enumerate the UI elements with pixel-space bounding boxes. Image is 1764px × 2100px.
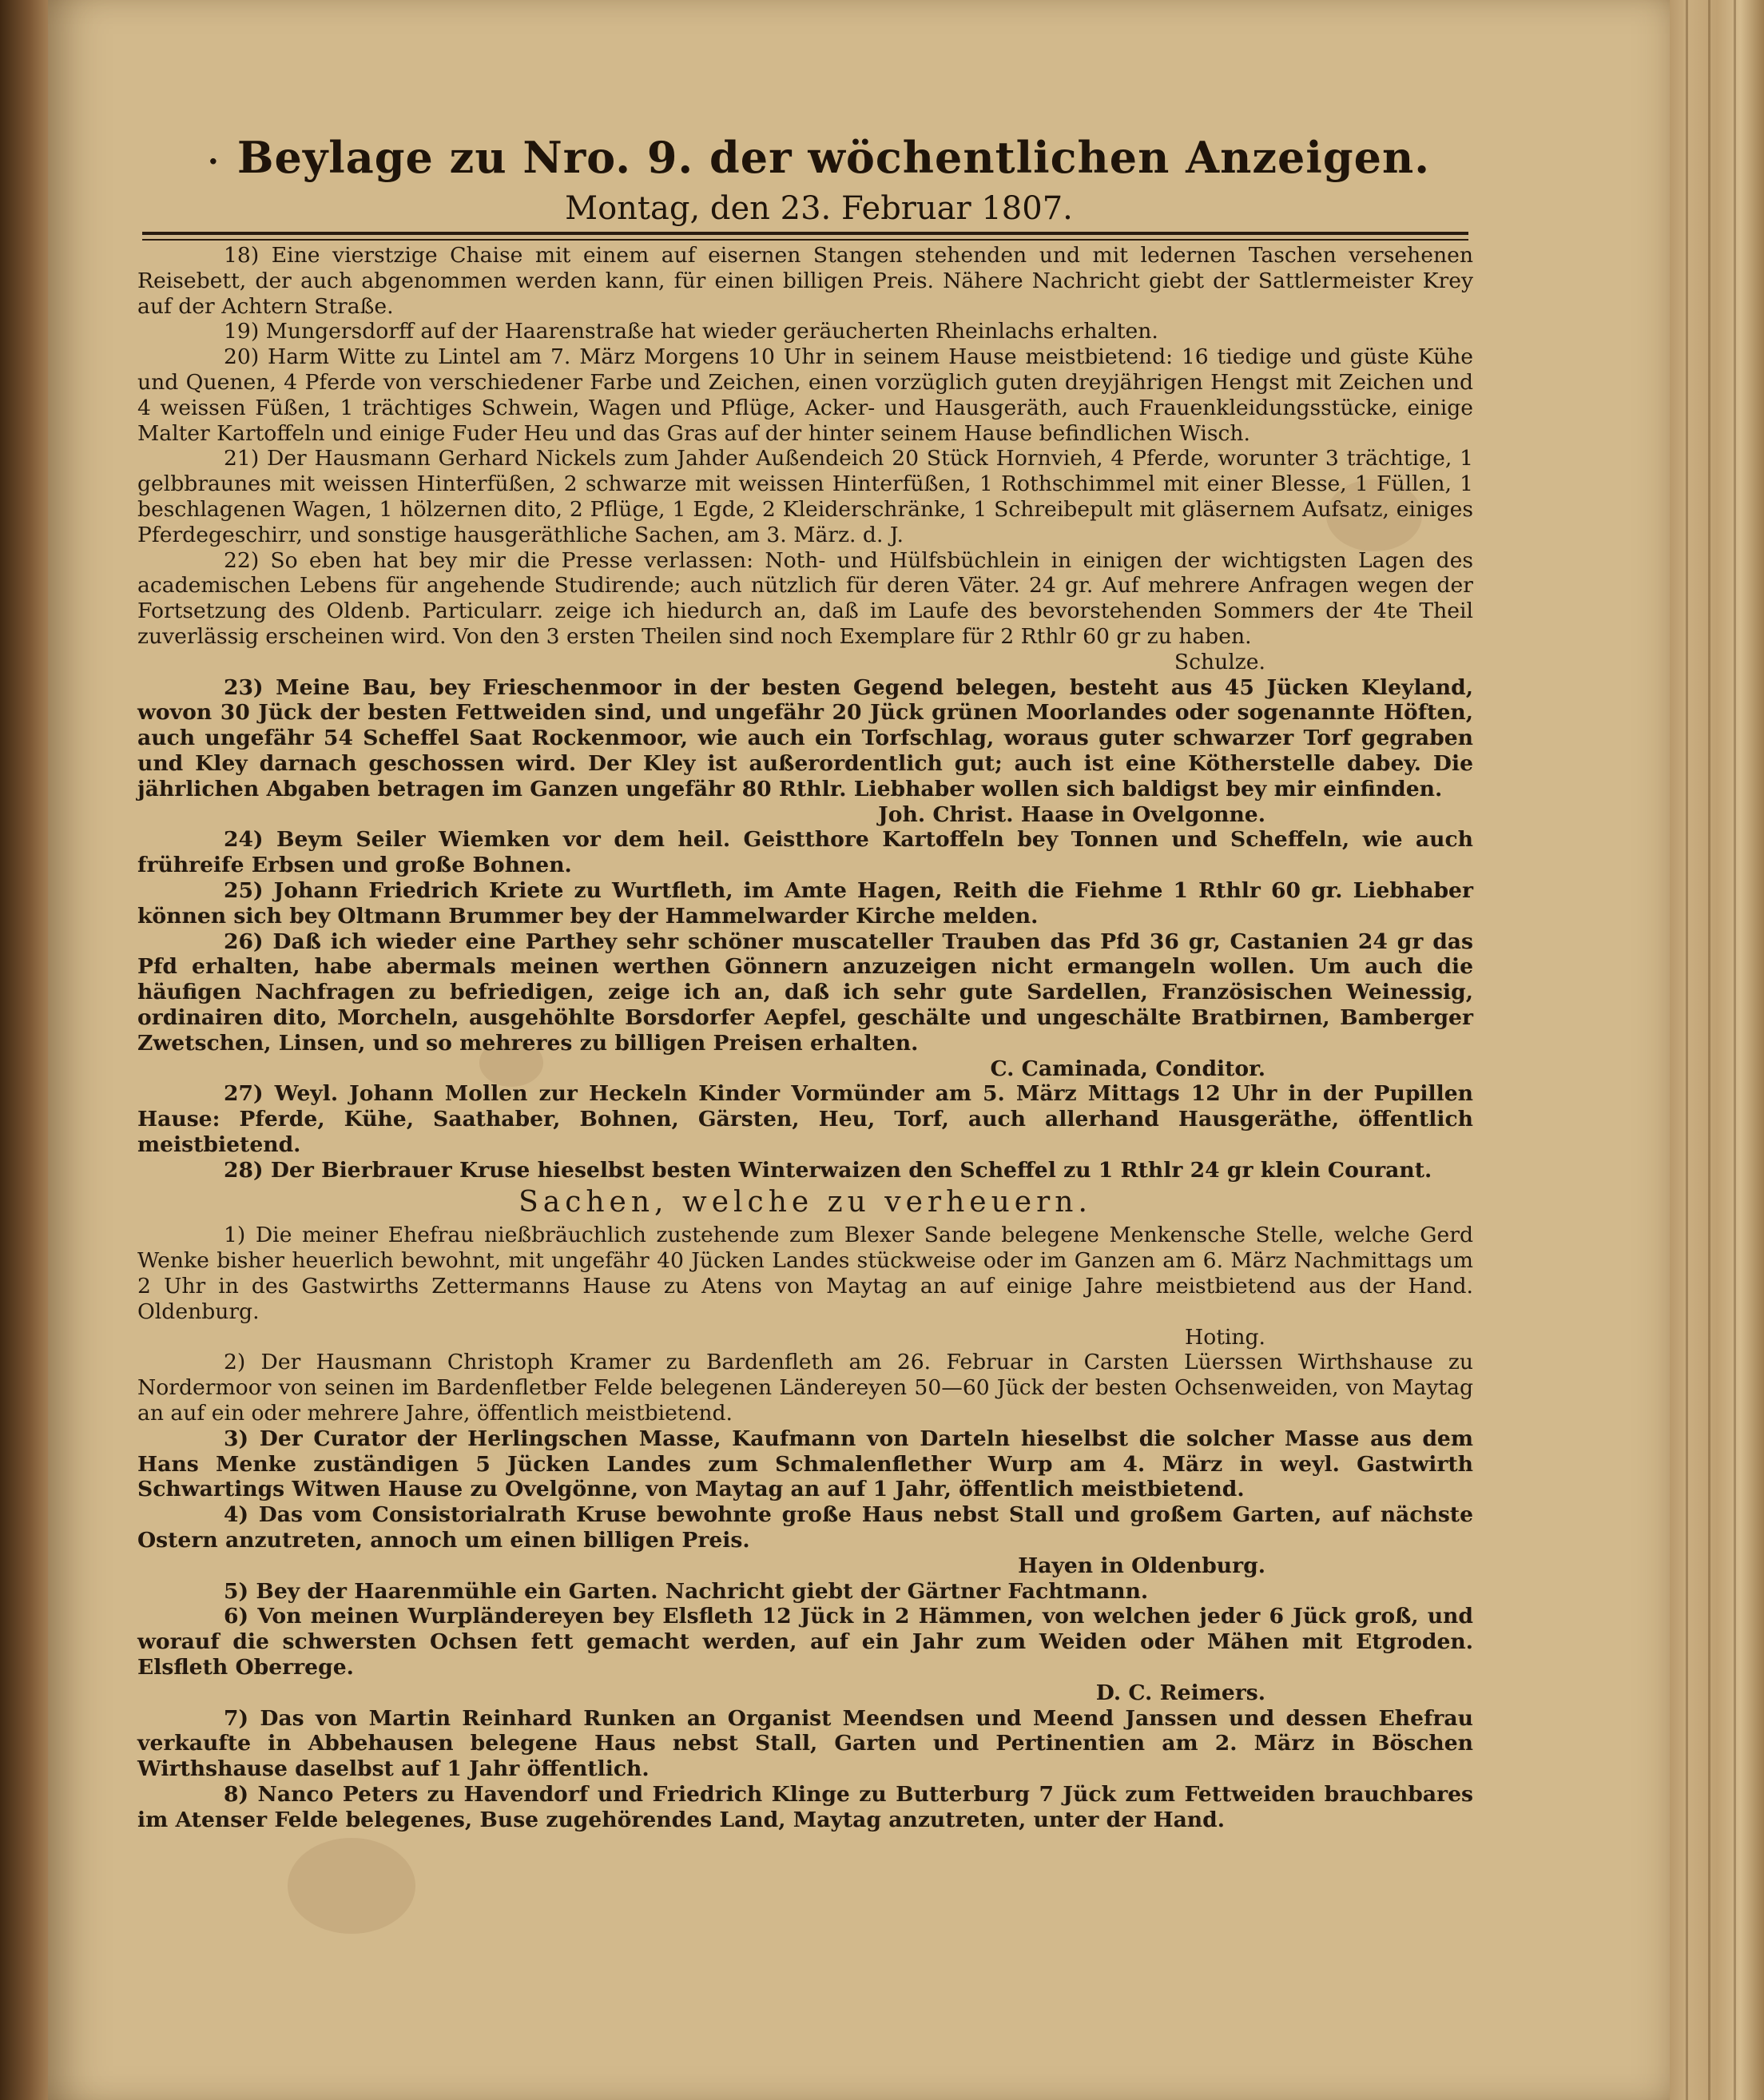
- sale-notice-text: 25) Johann Friedrich Kriete zu Wurtfleth, im Amte Hagen, Reith die Fiehme 1 Rthlr 60 gr. Liebhaber können sich bey Oltmann Brummer bey der Hammelwarder Kirche melden.: [137, 877, 1473, 929]
- rent-notice: [137, 1706, 1473, 1782]
- rent-notice-signature: D. C. Reimers.: [1095, 1680, 1265, 1705]
- sale-notice: [137, 929, 1473, 1082]
- header-rule-thin: [142, 239, 1468, 241]
- rent-notice-text: 6) Von meinen Wurpländereyen bey Elsfleth 12 Jück in 2 Hämmen, von welchen jeder 6 Jück groß, und worauf die schwersten Ochsen fett gemacht werden, auf ein Jahr zum Weiden oder Mähen mit Etgroden. Elsfleth Oberrege.: [137, 1604, 1473, 1680]
- rent-notice: [137, 1604, 1473, 1705]
- page-header: [120, 132, 1518, 229]
- page-edge-line: [1708, 0, 1710, 2100]
- sale-notice-text: 28) Der Bierbrauer Kruse hieselbst besten Winterwaizen den Scheffel zu 1 Rthlr 24 gr klein Courant.: [224, 1157, 1432, 1183]
- sale-notice: [137, 446, 1473, 547]
- rent-notice-text: 4) Das vom Consistorialrath Kruse bewohnte große Haus nebst Stall und großem Garten, auf nächste Ostern anzutreten, annoch um einen billigen Preis.: [137, 1502, 1473, 1553]
- sale-notice-text: 21) Der Hausmann Gerhard Nickels zum Jahder Außendeich 20 Stück Hornvieh, 4 Pferde, worunter 3 trächtige, 1 gelbbraunes mit weissen Hinterfüßen, 2 schwarze mit weissen Hinterfüßen, 1 Rothschimmel mit einer Blesse, 1 Füllen, 1 beschlagenen Wagen, 1 hölzernen dito, 2 Pflüge, 1 Egde, 2 Kleiderschränke, 1 Schreibepult mit gläsernem Aufsatz, einiges Pferdegeschirr, und sonstige hausgeräthliche Sachen, am 3. März. d. J.: [137, 446, 1473, 547]
- rent-notice-text: 1) Die meiner Ehefrau nießbräuchlich zustehende zum Blexer Sande belegene Menkensche Stelle, welche Gerd Wenke bisher heuerlich bewohnt, mit ungefähr 40 Jücken Landes stückweise oder im Ganzen am 6. März Nachmittags um 2 Uhr in des Gastwirths Zettermanns Hause zu Atens von Maytag an auf einige Jahre meistbietend aus der Hand. Oldenburg.: [137, 1223, 1473, 1324]
- sale-notice-signature: C. Caminada, Conditor.: [990, 1056, 1265, 1081]
- sale-notice: [137, 1158, 1473, 1183]
- sale-notices: [137, 243, 1473, 1183]
- sale-notice-signature: Joh. Christ. Haase in Ovelgonne.: [878, 801, 1265, 827]
- rent-notice: [137, 1782, 1473, 1833]
- paper-stain: [288, 1838, 415, 1934]
- title-ornament-dot: ·: [207, 143, 220, 181]
- sale-notice: [137, 548, 1473, 675]
- sale-notice-text: 27) Weyl. Johann Mollen zur Heckeln Kinder Vormünder am 5. März Mittags 12 Uhr in der Pupillen Hause: Pferde, Kühe, Saathaber, Bohnen, Gärsten, Heu, Torf, auch allerhand Hausgeräthe, öffentlich meistbietend.: [137, 1081, 1473, 1157]
- sale-notice-text: 24) Beym Seiler Wiemken vor dem heil. Geistthore Kartoffeln bey Tonnen und Scheffeln, wie auch frühreife Erbsen und große Bohnen.: [137, 827, 1473, 878]
- rent-notice: [137, 1579, 1473, 1605]
- page-stack-edge: [1670, 0, 1764, 2100]
- sale-notice: [137, 319, 1473, 344]
- sale-notice-text: 26) Daß ich wieder eine Parthey sehr schöner muscateller Trauben das Pfd 36 gr, Castanien 24 gr das Pfd erhalten, habe abermals meinen werthen Gönnern anzuzeigen nicht ermangeln wollen. Um auch die häufigen Nachfragen zu befriedigen, zeige ich an, daß ich sehr gute Sardellen, Französischen Weinessig, ordinairen dito, Morcheln, ausgehöhlte Borsdorfer Aepfel, geschälte und ungeschälte Bratbirnen, Bamberger Zwetschen, Linsen, und so mehreres zu billigen Preisen erhalten.: [137, 929, 1473, 1056]
- page-edge-line: [1686, 0, 1688, 2100]
- header-rule: [142, 232, 1468, 235]
- rent-notice-text: 3) Der Curator der Herlingschen Masse, Kaufmann von Darteln hieselbst die solcher Masse aus dem Hans Menke zuständigen 5 Jücken Landes zum Schmalenflether Wurp am 4. März in weyl. Gastwirth Schwartings Witwen Hause zu Ovelgönne, von Maytag an auf 1 Jahr, öffentlich meistbietend.: [137, 1426, 1473, 1502]
- rent-notice-signature: Hayen in Oldenburg.: [1018, 1553, 1265, 1578]
- page-date: Montag, den 23. Februar 1807.: [565, 190, 1073, 227]
- rent-notice-signature: Hoting.: [1185, 1324, 1265, 1350]
- page-edge-line: [1734, 0, 1736, 2100]
- rent-notices: [137, 1223, 1473, 1832]
- sale-notice: [137, 675, 1473, 828]
- sale-notice: [137, 1081, 1473, 1157]
- rent-notice: [137, 1502, 1473, 1578]
- sale-notice-signature: Schulze.: [1174, 649, 1265, 674]
- sale-notice: [137, 243, 1473, 319]
- rent-notice-text: 8) Nanco Peters zu Havendorf und Friedrich Klinge zu Butterburg 7 Jück zum Fettweiden brauchbares im Atenser Felde belegenes, Buse zugehörendes Land, Maytag anzutreten, unter der Hand.: [137, 1782, 1473, 1832]
- sale-notice: [137, 827, 1473, 878]
- rent-notice: [137, 1350, 1473, 1426]
- rent-notice-text: 2) Der Hausmann Christoph Kramer zu Bardenfleth am 26. Februar in Carsten Lüerssen Wirthshause zu Nordermoor von seinen im Bardenfletber Felde belegenen Ländereyen 50—60 Jück der besten Ochsenweiden, von Maytag an auf ein oder mehrere Jahre, öffentlich meistbietend.: [137, 1350, 1473, 1426]
- page-title: [120, 132, 1518, 188]
- rent-notice: [137, 1223, 1473, 1350]
- sale-notice-text: 20) Harm Witte zu Lintel am 7. März Morgens 10 Uhr in seinem Hause meistbietend: 16 tiedige und güste Kühe und Quenen, 4 Pferde von verschiedener Farbe und Zeichen, einen vorzüglich guten dreyjährigen Hengst mit Zeichen und 4 weissen Füßen, 1 trächtiges Schwein, Wagen und Pflüge, Acker- und Hausgeräth, auch Frauenkleidungsstücke, einige Malter Kartoffeln und einige Fuder Heu und das Gras auf der hinter seinem Hause befindlichen Wisch.: [137, 344, 1473, 446]
- sale-notice-text: 23) Meine Bau, bey Frieschenmoor in der besten Gegend belegen, besteht aus 45 Jücken Kleyland, wovon 30 Jück der besten Fettweiden sind, und ungefähr 20 Jück grünen Moorlandes oder sogenannte Höften, auch ungefähr 54 Scheffel Saat Rockenmoor, wie auch ein Torfschlag, woraus guter schwarzer Torf gegraben und Kley darnach geschossen wird. Der Kley ist außerordentlich gut; auch ist eine Kötherstelle dabey. Die jährlichen Abgaben betragen im Ganzen ungefähr 80 Rthlr. Liebhaber wollen sich baldigst bey mir einfinden.: [137, 674, 1473, 801]
- section-title: Sachen, welche zu verheuern.: [518, 1186, 1092, 1219]
- notices-column: [137, 243, 1473, 1833]
- sale-notice: [137, 344, 1473, 446]
- rent-notice: [137, 1426, 1473, 1502]
- sale-notice: [137, 878, 1473, 929]
- rent-notice-text: 5) Bey der Haarenmühle ein Garten. Nachricht giebt der Gärtner Fachtmann.: [224, 1578, 1149, 1604]
- sale-notice-text: 22) So eben hat bey mir die Presse verlassen: Noth- und Hülfsbüchlein in einigen der wichtigsten Lagen des academischen Lebens für angehende Studirende; auch nützlich für deren Väter. 24 gr. Auf mehrere Anfragen wegen der Fortsetzung des Oldenb. Particularr. zeige ich hiedurch an, daß im Laufe des bevorstehenden Sommers der 4te Theil zuverlässig erscheinen wird. Von den 3 ersten Theilen sind noch Exemplare für 2 Rthlr 60 gr zu haben.: [137, 547, 1473, 649]
- page-title-text: Beylage zu Nro. 9. der wöchentlichen Anzeigen.: [236, 132, 1431, 183]
- rent-notice-text: 7) Das von Martin Reinhard Runken an Organist Meendsen und Meend Janssen und dessen Ehefrau verkaufte in Abbehausen belegene Haus nebst Stall, Garten und Pertinentien am 2. März in Böschen Wirthshause daselbst auf 1 Jahr öffentlich.: [137, 1705, 1473, 1782]
- sale-notice-text: 18) Eine vierstzige Chaise mit einem auf eisernen Stangen stehenden und mit ledernen Taschen versehenen Reisebett, der auch abgenommen werden kann, für einen billigen Preis. Nähere Nachricht giebt der Sattlermeister Krey auf der Achtern Straße.: [137, 243, 1473, 319]
- sale-notice-text: 19) Mungersdorff auf der Haarenstraße hat wieder geräucherten Rheinlachs erhalten.: [224, 319, 1158, 344]
